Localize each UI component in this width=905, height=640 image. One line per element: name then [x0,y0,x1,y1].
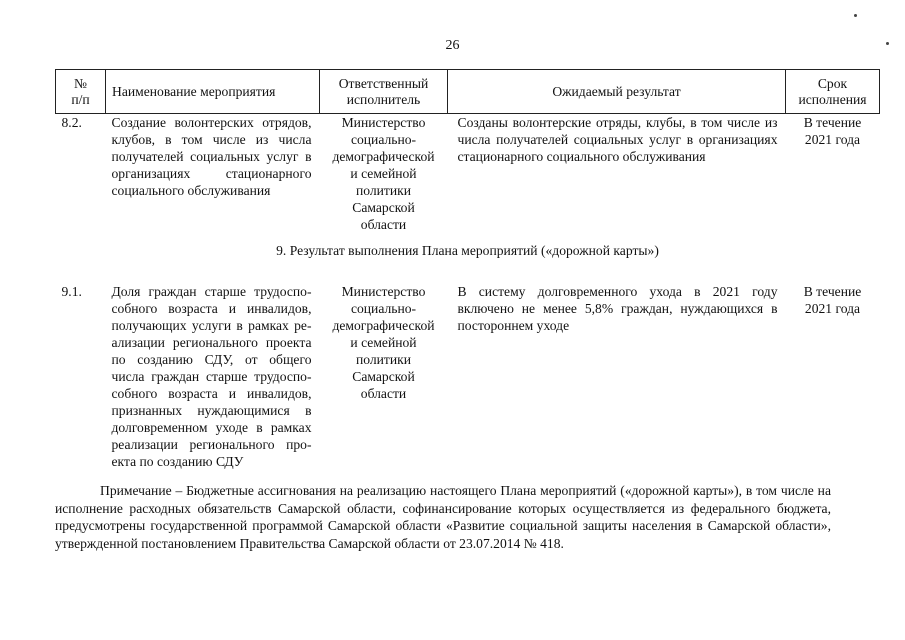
header-deadline: Срок исполнения [786,70,880,114]
deadline: В течение 2021 года [803,115,862,147]
responsible-executor: Министерство социально- демографической и семейной политики Самарской области [332,284,435,401]
section-heading-row [56,233,880,283]
row-number: 8.2. [61,115,82,130]
deadline: В течение 2021 года [803,284,862,316]
table-row [56,283,880,470]
scan-speck [854,14,857,17]
table-header [56,70,880,114]
scan-speck [886,42,889,45]
expected-result: Созданы волонтерские отряды, клубы, в том числе из числа получателей социальных услуг в организациях стационарного социального обслуживания [457,115,778,164]
header-result: Ожидаемый результат [448,70,786,114]
responsible-executor: Министерство социально- демографической и семейной политики Самарской области [332,115,435,232]
expected-result: В систему долговременного ухода в 2021 году включено не менее 5,8% граждан, нуждающихся в постороннем уходе [457,284,778,333]
activity-name: Создание волонтерских отрядов, клубов, в том числе из числа получателей социальных услуг в организациях стационарного социального обслуживания [111,115,312,198]
activity-name: Доля граждан старше трудоспособного возраста и инвалидов, получающих услуги в рамках реализации регионального проекта по созданию СДУ, от общего числа граждан старше трудоспособного возраста и инвалидов, признанных нуждающимися в долговременном уходе в рамках реализации регионального проекта по созданию СДУ [111,284,312,469]
header-num: № п/п [56,70,106,114]
header-name: Наименование мероприятия [106,70,320,114]
header-executor: Ответственный исполнитель [320,70,448,114]
footnote: Примечание – Бюджетные ассигнования на реализацию настоящего Плана мероприятий («дорожной карты»), в том числе на исполнение расходных обязательств Самарской области, софинансирование которых осуществляется из федерального бюджета, предусмотрены государственной программой Самарской области «Развитие социальной защиты населения в Самарской области», утвержденной постановлением Правительства Самарской области от 23.07.2014 № 418. [55,483,831,551]
row-number: 9.1. [61,284,82,299]
section-heading: 9. Результат выполнения Плана мероприятий («дорожной карты») [276,243,659,258]
document-body [55,69,879,552]
table-row [56,114,880,234]
roadmap-table [55,69,880,470]
page-number: 26 [445,38,460,53]
